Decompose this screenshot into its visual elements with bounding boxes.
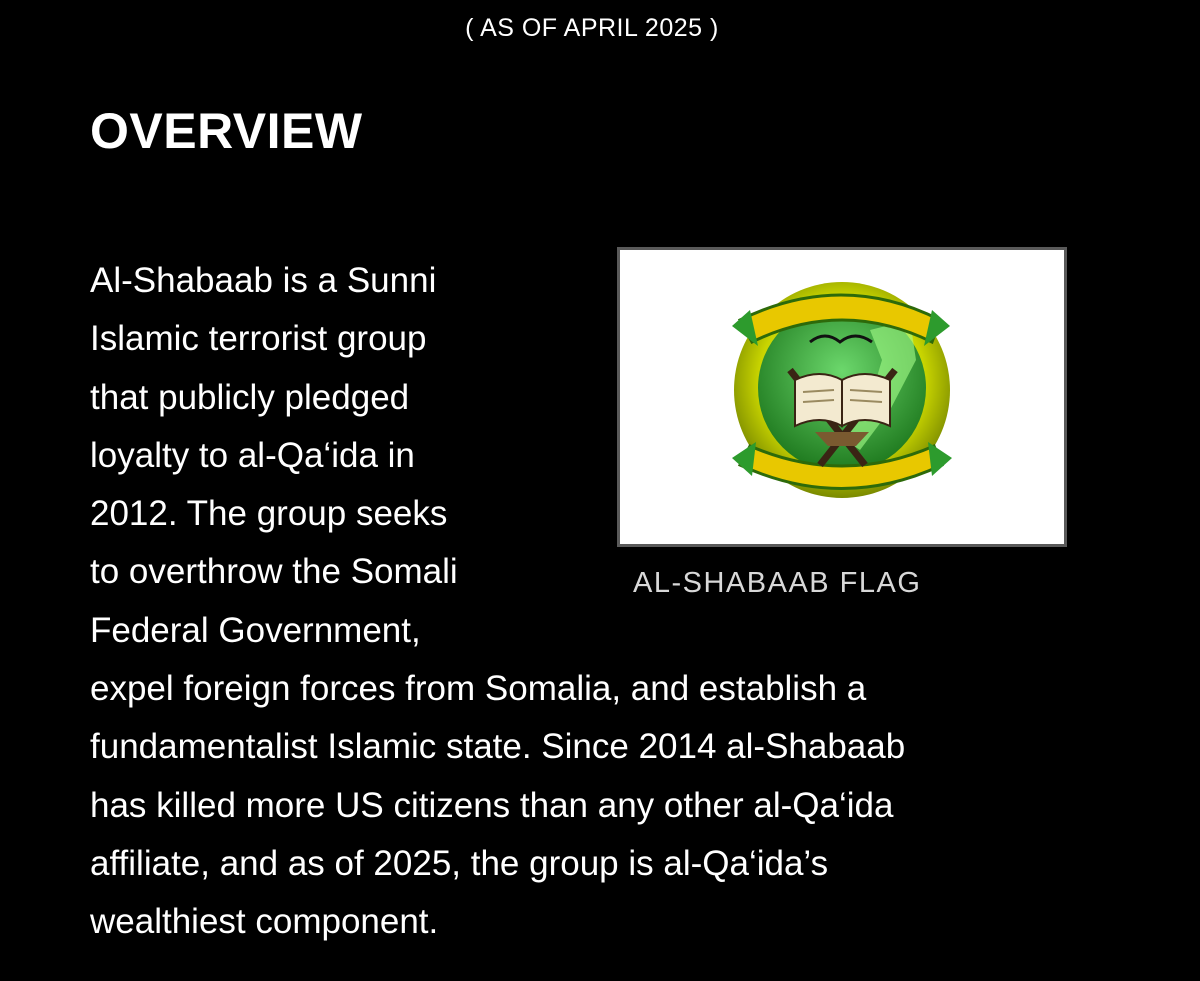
section-title: OVERVIEW — [90, 103, 363, 159]
date-note: ( AS OF APRIL 2025 ) — [465, 14, 719, 42]
paragraph-line: Islamic terrorist group — [90, 319, 427, 359]
paragraph-line: expel foreign forces from Somalia, and establish a — [90, 669, 867, 709]
flag-caption: AL-SHABAAB FLAG — [633, 567, 922, 599]
paragraph-narrow-part — [90, 252, 560, 660]
paragraph-line: Al-Shabaab is a Sunni — [90, 261, 437, 300]
paragraph-line: 2012. The group seeks — [90, 494, 448, 534]
flag-image — [617, 247, 1067, 547]
paragraph-line: affiliate, and as of 2025, the group is al-Qa‘ida’s — [90, 843, 829, 883]
flag-emblem-icon — [620, 250, 1064, 544]
paragraph-line: Federal Government, — [90, 610, 421, 650]
paragraph-line: to overthrow the Somali — [90, 552, 458, 592]
paragraph-line: that publicly pledged — [90, 377, 410, 417]
paragraph-wide-part — [90, 660, 1120, 951]
paragraph-line: has killed more US citizens than any other al-Qa‘ida — [90, 785, 894, 825]
paragraph-line: wealthiest component. — [90, 902, 439, 942]
paragraph-line: loyalty to al-Qa‘ida in — [90, 435, 415, 475]
flag-figure — [617, 247, 1067, 600]
paragraph-line: fundamentalist Islamic state. Since 2014 al-Shabaab — [90, 727, 906, 767]
